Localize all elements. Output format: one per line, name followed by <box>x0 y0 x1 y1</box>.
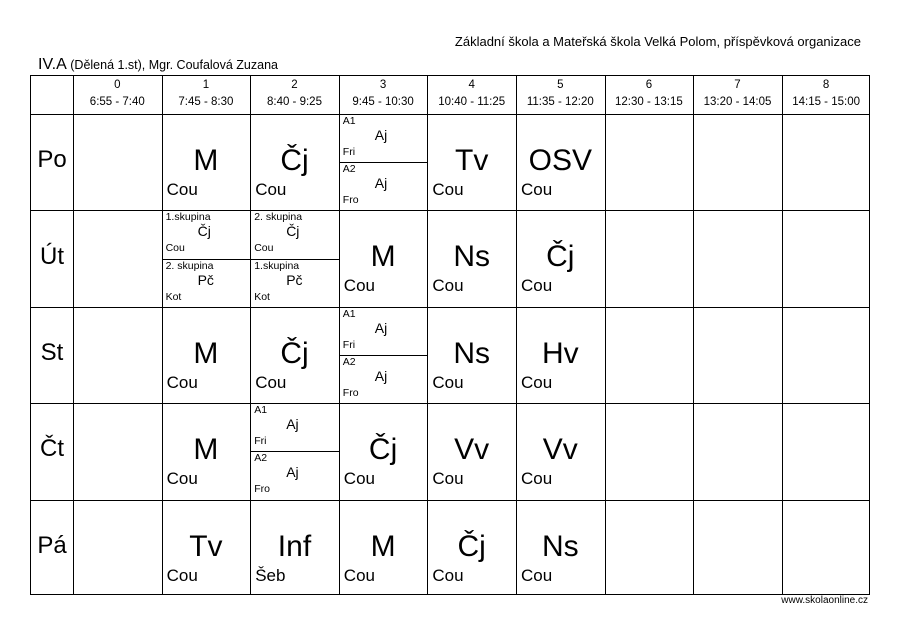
grid-divider <box>605 76 606 594</box>
lesson-subject: Čj <box>457 529 486 563</box>
group-label: A2 <box>342 163 356 176</box>
school-name: Základní škola a Mateřská škola Velká Polom, příspěvková organizace <box>454 34 861 49</box>
lesson-subject: Tv <box>455 144 489 177</box>
lesson-subject: M <box>193 144 219 177</box>
timetable-grid <box>30 75 870 595</box>
day-label: Po <box>37 146 67 174</box>
lesson-subject: Pč <box>286 271 303 288</box>
period-time: 12:30 - 13:15 <box>615 96 683 108</box>
grid-divider <box>339 76 340 594</box>
lesson-subject: Vv <box>542 433 578 467</box>
lesson-subject: Aj <box>374 368 388 384</box>
period-time: 8:40 - 9:25 <box>266 96 322 108</box>
lesson-subject: Ns <box>541 529 579 563</box>
lesson-teacher: Cou <box>343 469 375 489</box>
lesson-teacher: Cou <box>254 242 274 255</box>
lesson-subject: M <box>370 240 396 274</box>
group-label: A2 <box>254 452 268 465</box>
lesson-subject: Hv <box>541 336 579 370</box>
period-header <box>250 76 339 114</box>
lesson-teacher: Cou <box>521 372 553 392</box>
period-time: 14:15 - 15:00 <box>792 96 860 108</box>
lesson-subject: Čj <box>197 223 211 240</box>
lesson-subject: M <box>370 529 396 563</box>
lesson-subject: Aj <box>286 416 299 433</box>
grid-divider <box>73 76 74 594</box>
period-number: 5 <box>557 79 564 91</box>
grid-divider <box>31 210 869 211</box>
lesson-teacher: Cou <box>521 180 553 199</box>
lesson-teacher: Cou <box>343 565 375 585</box>
period-number: 8 <box>822 79 830 91</box>
period-header <box>427 76 516 114</box>
lesson-subject: OSV <box>528 144 592 177</box>
lesson-teacher: Cou <box>166 565 198 585</box>
class-name: IV.A <box>38 56 67 73</box>
lesson-subject: Čj <box>280 336 309 370</box>
lesson-teacher: Cou <box>432 469 464 489</box>
lesson-teacher: Cou <box>166 469 198 489</box>
lesson-subject: Aj <box>374 127 388 143</box>
lesson-teacher: Cou <box>432 372 464 392</box>
lesson-teacher: Fro <box>254 483 270 496</box>
group-label: 1.skupina <box>254 259 300 272</box>
period-header <box>516 76 605 114</box>
lesson-subject: M <box>193 336 219 370</box>
period-header <box>162 76 251 114</box>
lesson-teacher: Cou <box>432 276 464 296</box>
group-label: A1 <box>342 115 356 127</box>
lesson-subject: Čj <box>546 240 575 274</box>
period-time: 9:45 - 10:30 <box>352 96 414 108</box>
class-line <box>38 56 278 74</box>
lesson-subject: Čj <box>280 144 309 177</box>
lesson-teacher: Kot <box>254 290 270 303</box>
grid-divider <box>31 114 869 115</box>
grid-divider <box>31 403 869 404</box>
lesson-subject: Aj <box>374 175 388 192</box>
lesson-subject: Vv <box>454 433 490 467</box>
group-label: 1.skupina <box>165 211 211 224</box>
group-label: A2 <box>342 356 356 368</box>
period-time: 7:45 - 8:30 <box>178 96 234 108</box>
group-label: A1 <box>342 307 356 320</box>
day-label: Pá <box>37 531 67 559</box>
period-header <box>605 76 694 114</box>
lesson-teacher: Cou <box>343 276 375 296</box>
lesson-teacher: Šeb <box>255 565 286 585</box>
day-label: St <box>40 339 64 366</box>
lesson-subject: Ns <box>453 240 491 274</box>
lesson-teacher: Cou <box>166 180 198 199</box>
lesson-teacher: Cou <box>165 242 185 255</box>
period-number: 6 <box>645 79 653 91</box>
period-number: 2 <box>291 79 298 91</box>
lesson-subject: Aj <box>286 464 299 481</box>
lesson-teacher: Fro <box>342 387 359 399</box>
period-number: 0 <box>114 79 121 91</box>
lesson-teacher: Cou <box>166 372 198 392</box>
lesson-subject: Inf <box>277 529 312 563</box>
lesson-subject: Čj <box>286 223 300 240</box>
grid-divider <box>693 76 694 594</box>
lesson-subject: Aj <box>374 319 388 336</box>
group-label: 2. skupina <box>165 259 214 272</box>
lesson-teacher: Cou <box>432 180 464 199</box>
lesson-subject: Tv <box>189 529 223 563</box>
period-number: 4 <box>468 79 475 91</box>
grid-divider <box>782 76 783 594</box>
period-time: 6:55 - 7:40 <box>89 96 145 108</box>
period-time: 11:35 - 12:20 <box>526 96 594 108</box>
lesson-subject: Pč <box>197 271 214 288</box>
period-time: 13:20 - 14:05 <box>703 96 772 108</box>
lesson-teacher: Cou <box>255 180 287 199</box>
lesson-subject: Ns <box>453 336 491 370</box>
period-header <box>782 76 871 114</box>
lesson-teacher: Cou <box>255 372 287 392</box>
group-label: A1 <box>254 404 268 417</box>
lesson-teacher: Cou <box>521 276 553 296</box>
lesson-teacher: Fri <box>342 338 356 351</box>
day-label: Čt <box>40 435 64 463</box>
class-info: (Dělená 1.st), Mgr. Coufalová Zuzana <box>70 58 278 72</box>
lesson-subject: Čj <box>368 433 398 467</box>
period-time: 10:40 - 11:25 <box>438 96 506 108</box>
lesson-teacher: Cou <box>521 469 553 489</box>
lesson-teacher: Cou <box>521 565 553 585</box>
grid-divider <box>31 307 869 308</box>
period-number: 1 <box>202 79 210 91</box>
lesson-teacher: Fri <box>342 146 356 158</box>
footer-site: www.skolaonline.cz <box>781 595 868 606</box>
lesson-teacher: Kot <box>165 290 182 303</box>
lesson-teacher: Fri <box>254 435 267 448</box>
grid-divider <box>31 500 869 501</box>
period-number: 7 <box>734 79 741 91</box>
period-header <box>339 76 428 114</box>
day-label: Út <box>40 242 64 270</box>
lesson-teacher: Cou <box>432 565 464 585</box>
period-header <box>73 76 162 114</box>
group-label: 2. skupina <box>254 211 303 224</box>
period-header <box>693 76 782 114</box>
lesson-teacher: Fro <box>342 194 359 207</box>
lesson-subject: M <box>193 433 219 467</box>
period-number: 3 <box>379 79 387 91</box>
